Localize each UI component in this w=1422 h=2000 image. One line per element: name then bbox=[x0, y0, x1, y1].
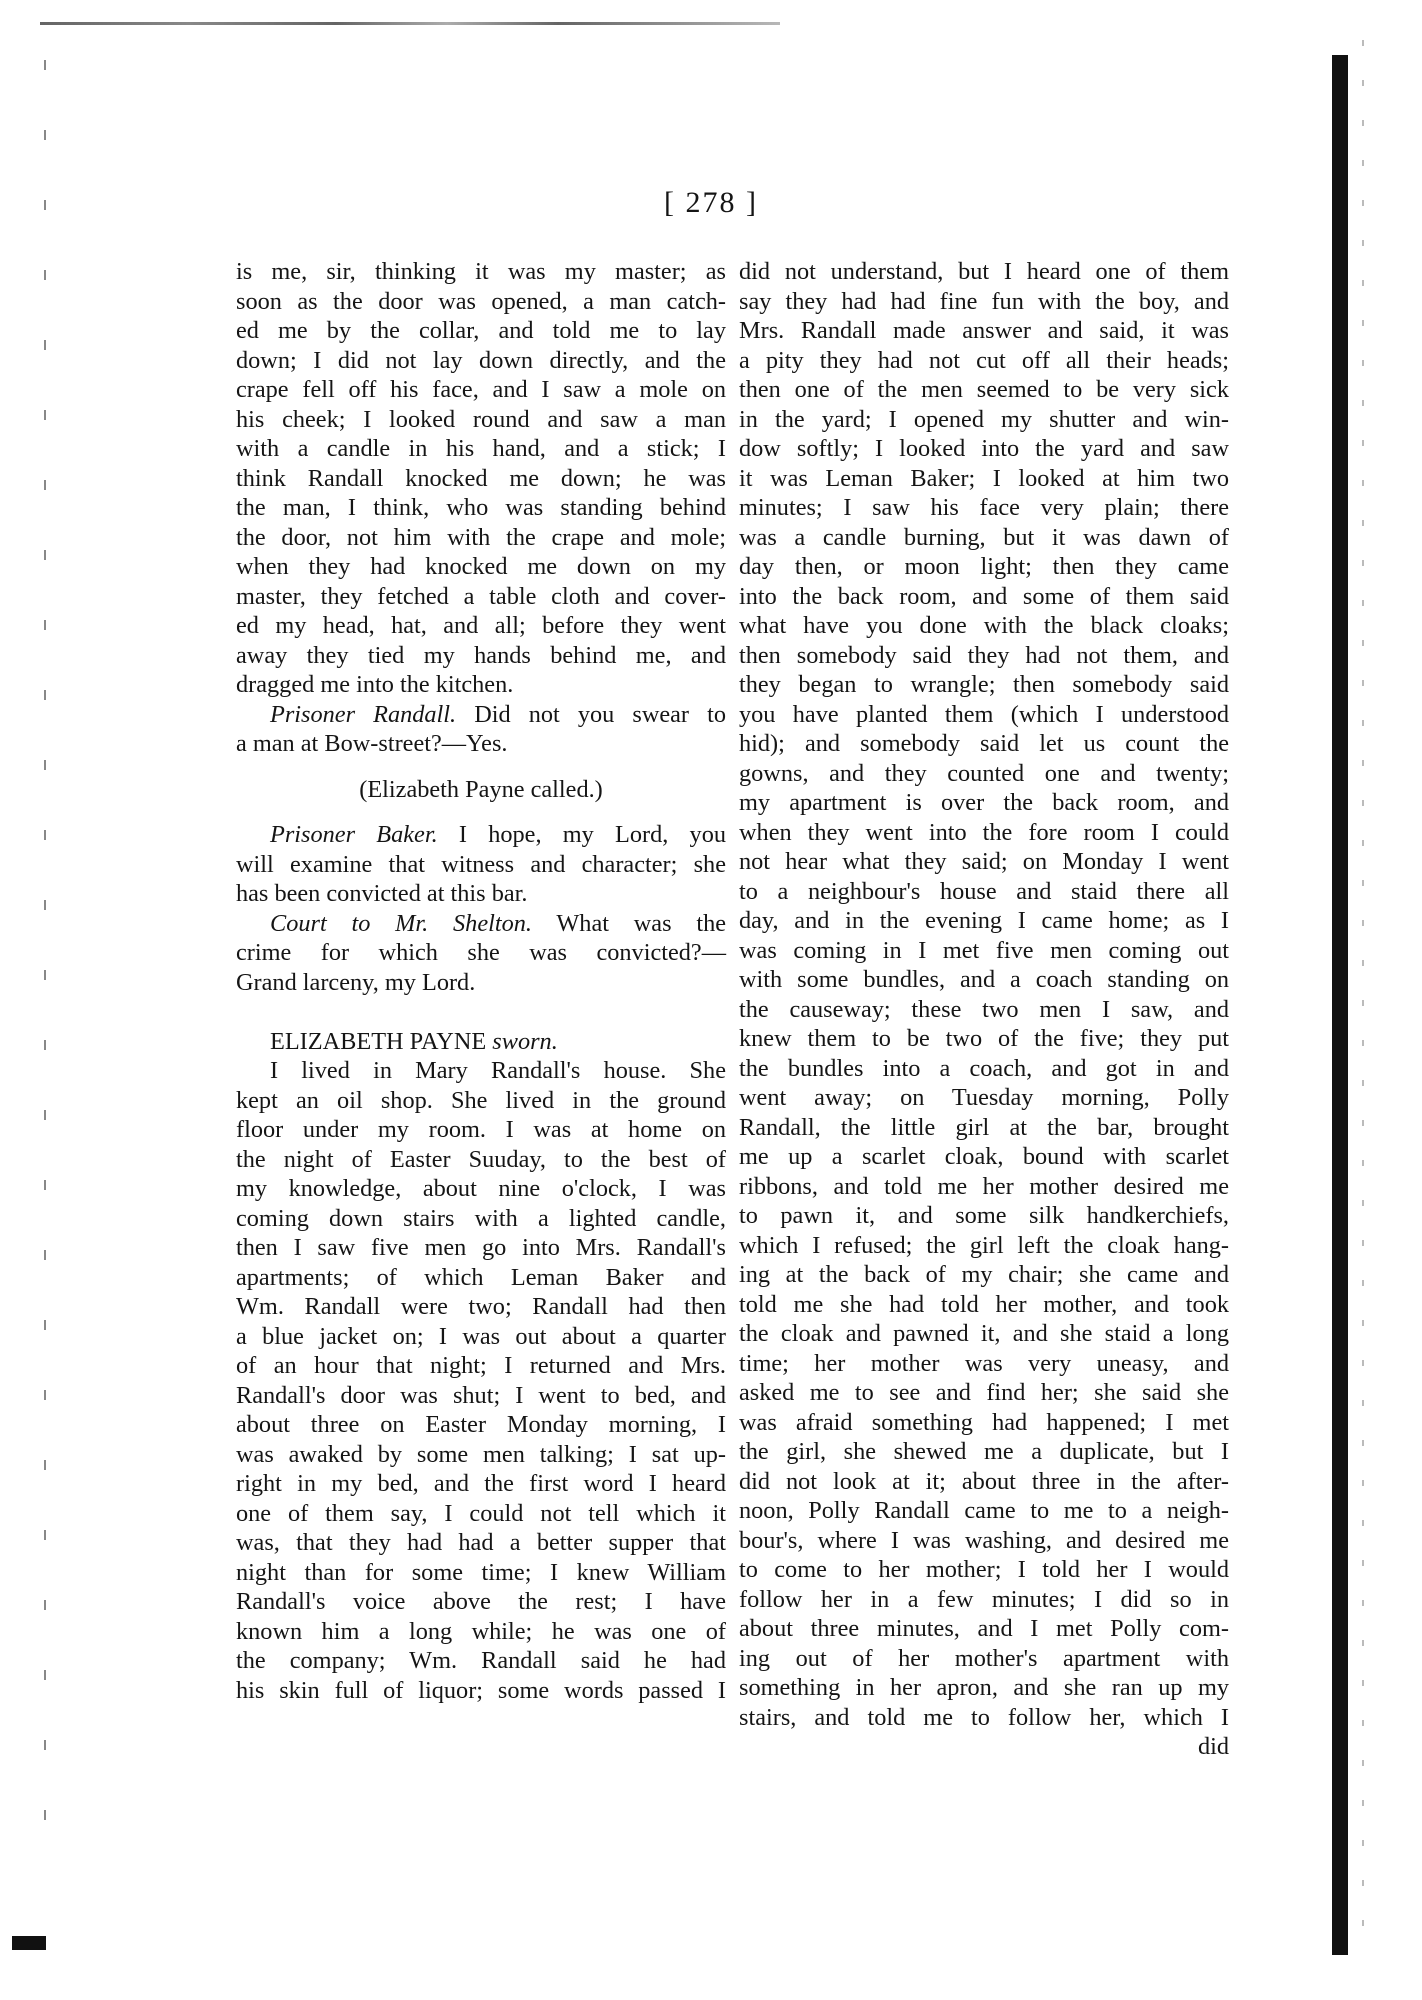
text-line: was coming in I met five men coming out bbox=[739, 936, 1229, 964]
text-line: his cheek; I looked round and saw a man bbox=[236, 405, 726, 433]
text-line: ed my head, hat, and all; before they went bbox=[236, 612, 726, 639]
text-line: floor under my room. I was at home on bbox=[236, 1116, 726, 1143]
text-line: time; her mother was very uneasy, and bbox=[739, 1349, 1229, 1377]
text-line: not hear what they said; on Monday I went bbox=[739, 848, 1229, 875]
statement-baker-text: I hope, my Lord, you bbox=[458, 821, 726, 848]
question-randall-text: Did not you swear to bbox=[474, 700, 726, 728]
text-line: a pity they had not cut off all their heads; bbox=[739, 346, 1229, 374]
text-line: the bundles into a coach, and got in and bbox=[739, 1054, 1229, 1082]
text-line: the night of Easter Suuday, to the best of bbox=[236, 1145, 726, 1173]
text-line: dow softly; I looked into the yard and saw bbox=[739, 435, 1229, 462]
text-line: Randall's voice above the rest; I have bbox=[236, 1588, 726, 1615]
text-line: did not look at it; about three in the after- bbox=[739, 1467, 1229, 1495]
text-line: hid); and somebody said let us count the bbox=[739, 730, 1229, 757]
text-line: did not understand, but I heard one of them bbox=[739, 258, 1229, 285]
text-line: noon, Polly Randall came to me to a neigh- bbox=[739, 1497, 1229, 1524]
statement-baker-line2: will examine that witness and character; she bbox=[236, 850, 726, 878]
scan-left-edge bbox=[44, 60, 46, 1880]
question-randall-line2: a man at Bow-street?—Yes. bbox=[236, 730, 508, 757]
question-randall bbox=[236, 700, 726, 730]
text-line: think Randall knocked me down; he was bbox=[236, 464, 726, 492]
text-line: then I saw five men go into Mrs. Randall's bbox=[236, 1234, 726, 1261]
text-line: to pawn it, and some silk handkerchiefs, bbox=[739, 1202, 1229, 1229]
text-line: the company; Wm. Randall said he had bbox=[236, 1647, 726, 1674]
page-number: [ 278 ] bbox=[664, 186, 758, 219]
text-line: night than for some time; I knew William bbox=[236, 1558, 726, 1586]
text-line: went away; on Tuesday morning, Polly bbox=[739, 1084, 1229, 1111]
text-line: my knowledge, about nine o'clock, I was bbox=[236, 1175, 726, 1202]
text-line: bour's, where I was washing, and desired me bbox=[739, 1526, 1229, 1554]
text-line: to come to her mother; I told her I would bbox=[739, 1556, 1229, 1583]
text-line: the girl, she shewed me a duplicate, but I bbox=[739, 1438, 1229, 1465]
witness-sworn: sworn. bbox=[492, 1027, 558, 1055]
text-line: what have you done with the black cloaks; bbox=[739, 612, 1229, 639]
text-line: into the back room, and some of them said bbox=[739, 582, 1229, 610]
text-line: ing out of her mother's apartment with bbox=[739, 1644, 1229, 1672]
text-line: when they went into the fore room I could bbox=[739, 818, 1229, 846]
text-line: the man, I think, who was standing behind bbox=[236, 494, 726, 521]
right-column-lines bbox=[739, 257, 1229, 1732]
witness-testimony bbox=[236, 1056, 726, 1705]
text-line: soon as the door was opened, a man catch- bbox=[236, 287, 726, 315]
text-line: the cloak and pawned it, and she staid a long bbox=[739, 1320, 1229, 1347]
left-column bbox=[236, 257, 726, 1705]
text-line: it was Leman Baker; I looked at him two bbox=[739, 464, 1229, 492]
text-line: crape fell off his face, and I saw a mole on bbox=[236, 376, 726, 403]
text-line: of an hour that night; I returned and Mrs. bbox=[236, 1352, 726, 1379]
text-line: ribbons, and told me her mother desired me bbox=[739, 1172, 1229, 1200]
court-question-line2: crime for which she was convicted?— bbox=[236, 939, 726, 966]
text-line: you have planted them (which I understood bbox=[739, 700, 1229, 728]
statement-baker bbox=[236, 820, 726, 850]
text-line: a blue jacket on; I was out about a quarter bbox=[236, 1322, 726, 1350]
text-line: with some bundles, and a coach standing on bbox=[739, 966, 1229, 993]
text-line: one of them say, I could not tell which it bbox=[236, 1499, 726, 1527]
text-line: then somebody said they had not them, and bbox=[739, 641, 1229, 669]
left-column-lines bbox=[236, 257, 726, 700]
text-line: stairs, and told me to follow her, which I bbox=[739, 1703, 1229, 1731]
text-line: day then, or moon light; then they came bbox=[739, 553, 1229, 580]
text-line: minutes; I saw his face very plain; there bbox=[739, 494, 1229, 521]
text-line: known him a long while; he was one of bbox=[236, 1617, 726, 1645]
witness-name: ELIZABETH PAYNE bbox=[270, 1027, 487, 1055]
text-line: day, and in the evening I came home; as I bbox=[739, 907, 1229, 934]
court-question-text: What was the bbox=[556, 909, 727, 937]
court-question-line3: Grand larceny, my Lord. bbox=[236, 968, 476, 996]
text-line: the door, not him with the crape and mole; bbox=[236, 523, 726, 551]
text-line: about three minutes, and I met Polly com- bbox=[739, 1615, 1229, 1642]
court-question bbox=[236, 909, 726, 939]
text-line: down; I did not lay down directly, and the bbox=[236, 346, 726, 374]
text-line: was a candle burning, but it was dawn of bbox=[739, 523, 1229, 551]
text-line: Randall, the little girl at the bar, brought bbox=[739, 1113, 1229, 1141]
text-line: to a neighbour's house and staid there all bbox=[739, 877, 1229, 905]
text-line: then one of the men seemed to be very sick bbox=[739, 376, 1229, 403]
text-line: with a candle in his hand, and a stick; I bbox=[236, 435, 726, 462]
text-line: apartments; of which Leman Baker and bbox=[236, 1263, 726, 1291]
text-line: Randall's door was shut; I went to bed, and bbox=[236, 1381, 726, 1409]
text-line: told me she had told her mother, and took bbox=[739, 1290, 1229, 1318]
text-line: dragged me into the kitchen. bbox=[236, 671, 514, 698]
text-line: follow her in a few minutes; I did so in bbox=[739, 1585, 1229, 1613]
text-line: is me, sir, thinking it was my master; as bbox=[236, 258, 726, 285]
speaker-prisoner-randall: Prisoner Randall. bbox=[270, 700, 457, 728]
text-line: Mrs. Randall made answer and said, it was bbox=[739, 317, 1229, 344]
text-line: Wm. Randall were two; Randall had then bbox=[236, 1293, 726, 1320]
scan-right-edge bbox=[1362, 40, 1364, 1960]
text-line: I lived in Mary Randall's house. She bbox=[270, 1057, 726, 1084]
text-line: which I refused; the girl left the cloak hang- bbox=[739, 1231, 1229, 1259]
text-line: kept an oil shop. She lived in the ground bbox=[236, 1086, 726, 1114]
text-line: ing at the back of my chair; she came and bbox=[739, 1261, 1229, 1288]
text-line: about three on Easter Monday morning, I bbox=[236, 1411, 726, 1438]
text-line: ed me by the collar, and told me to lay bbox=[236, 317, 726, 344]
text-line: my apartment is over the back room, and bbox=[739, 789, 1229, 816]
text-line: something in her apron, and she ran up my bbox=[739, 1674, 1229, 1701]
text-line: was afraid something had happened; I met bbox=[739, 1408, 1229, 1436]
catchword: did bbox=[1197, 1733, 1229, 1760]
text-line: coming down stairs with a lighted candle, bbox=[236, 1204, 726, 1232]
witness-heading bbox=[236, 1027, 726, 1057]
text-line: was, that they had had a better supper that bbox=[236, 1529, 726, 1556]
text-line: knew them to be two of the five; they put bbox=[739, 1025, 1229, 1052]
text-line: in the yard; I opened my shutter and win- bbox=[739, 405, 1229, 433]
speaker-prisoner-baker: Prisoner Baker. bbox=[270, 821, 438, 848]
speaker-court: Court to Mr. Shelton. bbox=[270, 909, 532, 937]
text-line: when they had knocked me down on my bbox=[236, 553, 726, 580]
text-line: say they had had fine fun with the boy, and bbox=[739, 287, 1229, 315]
statement-baker-line3: has been convicted at this bar. bbox=[236, 880, 528, 907]
witness-called-note: (Elizabeth Payne called.) bbox=[359, 775, 603, 803]
text-line: asked me to see and find her; she said she bbox=[739, 1379, 1229, 1406]
text-line: the causeway; these two men I saw, and bbox=[739, 995, 1229, 1023]
text-line: master, they fetched a table cloth and cover- bbox=[236, 582, 726, 610]
text-line: me up a scarlet cloak, bound with scarlet bbox=[739, 1143, 1229, 1170]
scan-corner-mark bbox=[12, 1936, 46, 1950]
scan-binding-edge bbox=[1332, 55, 1348, 1955]
right-column bbox=[739, 257, 1229, 1762]
text-line: they began to wrangle; then somebody said bbox=[739, 671, 1229, 698]
text-line: gowns, and they counted one and twenty; bbox=[739, 759, 1229, 787]
text-line: right in my bed, and the first word I heard bbox=[236, 1470, 726, 1497]
text-line: was awaked by some men talking; I sat up- bbox=[236, 1440, 726, 1468]
scan-top-rule bbox=[40, 22, 780, 25]
text-line: away they tied my hands behind me, and bbox=[236, 641, 726, 669]
text-line: his skin full of liquor; some words passed I bbox=[236, 1676, 726, 1704]
